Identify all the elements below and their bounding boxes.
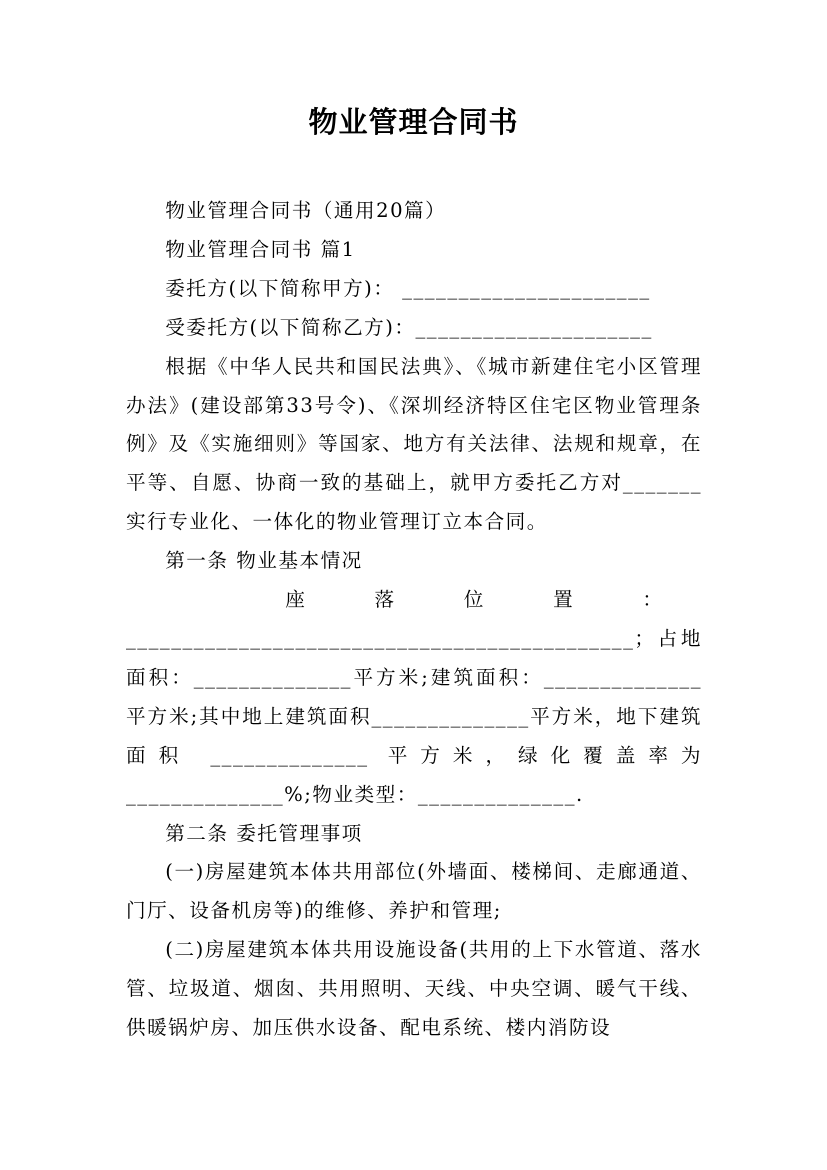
paragraph-property-details: _____________________________________________；占地面积：______________平方米;建筑面积：______________平方米;其中地上建筑面积______________平方米，地下建筑面积 ______________ 平方米，绿化覆盖率为______________%;物业类型：______________.: [126, 626, 702, 806]
paragraph-item-2: (二)房屋建筑本体共用设施设备(共用的上下水管道、落水管、垃圾道、烟囱、共用照明、天线、中央空调、暖气干线、供暖锅炉房、加压供水设备、配电系统、楼内消防设: [126, 938, 702, 1040]
paragraph-section-heading: 物业管理合同书 篇1: [165, 237, 356, 261]
paragraph-party-b: 受委托方(以下简称乙方)：_____________________: [165, 315, 653, 339]
paragraph-preamble: 根据《中华人民共和国民法典》、《城市新建住宅小区管理办法》(建设部第33号令)、《深圳经济特区住宅区物业管理条例》及《实施细则》等国家、地方有关法律、法规和规章，在平等、自愿、协商一致的基础上，就甲方委托乙方对_______实行专业化、一体化的物业管理订立本合同。: [126, 354, 702, 534]
document-body: [126, 192, 702, 1048]
paragraph-article-2-heading: 第二条 委托管理事项: [165, 821, 363, 845]
paragraph-article-1-heading: 第一条 物业基本情况: [165, 549, 363, 573]
paragraph-item-1: (一)房屋建筑本体共用部位(外墙面、楼梯间、走廊通道、门厅、设备机房等)的维修、养护和管理;: [126, 860, 702, 923]
document-title: 物业管理合同书: [308, 105, 519, 139]
paragraph-subtitle: 物业管理合同书（通用20篇）: [165, 199, 447, 222]
paragraph-party-a: 委托方(以下简称甲方)： ______________________: [165, 276, 651, 300]
paragraph-location-label: 座落位置：: [285, 588, 702, 612]
